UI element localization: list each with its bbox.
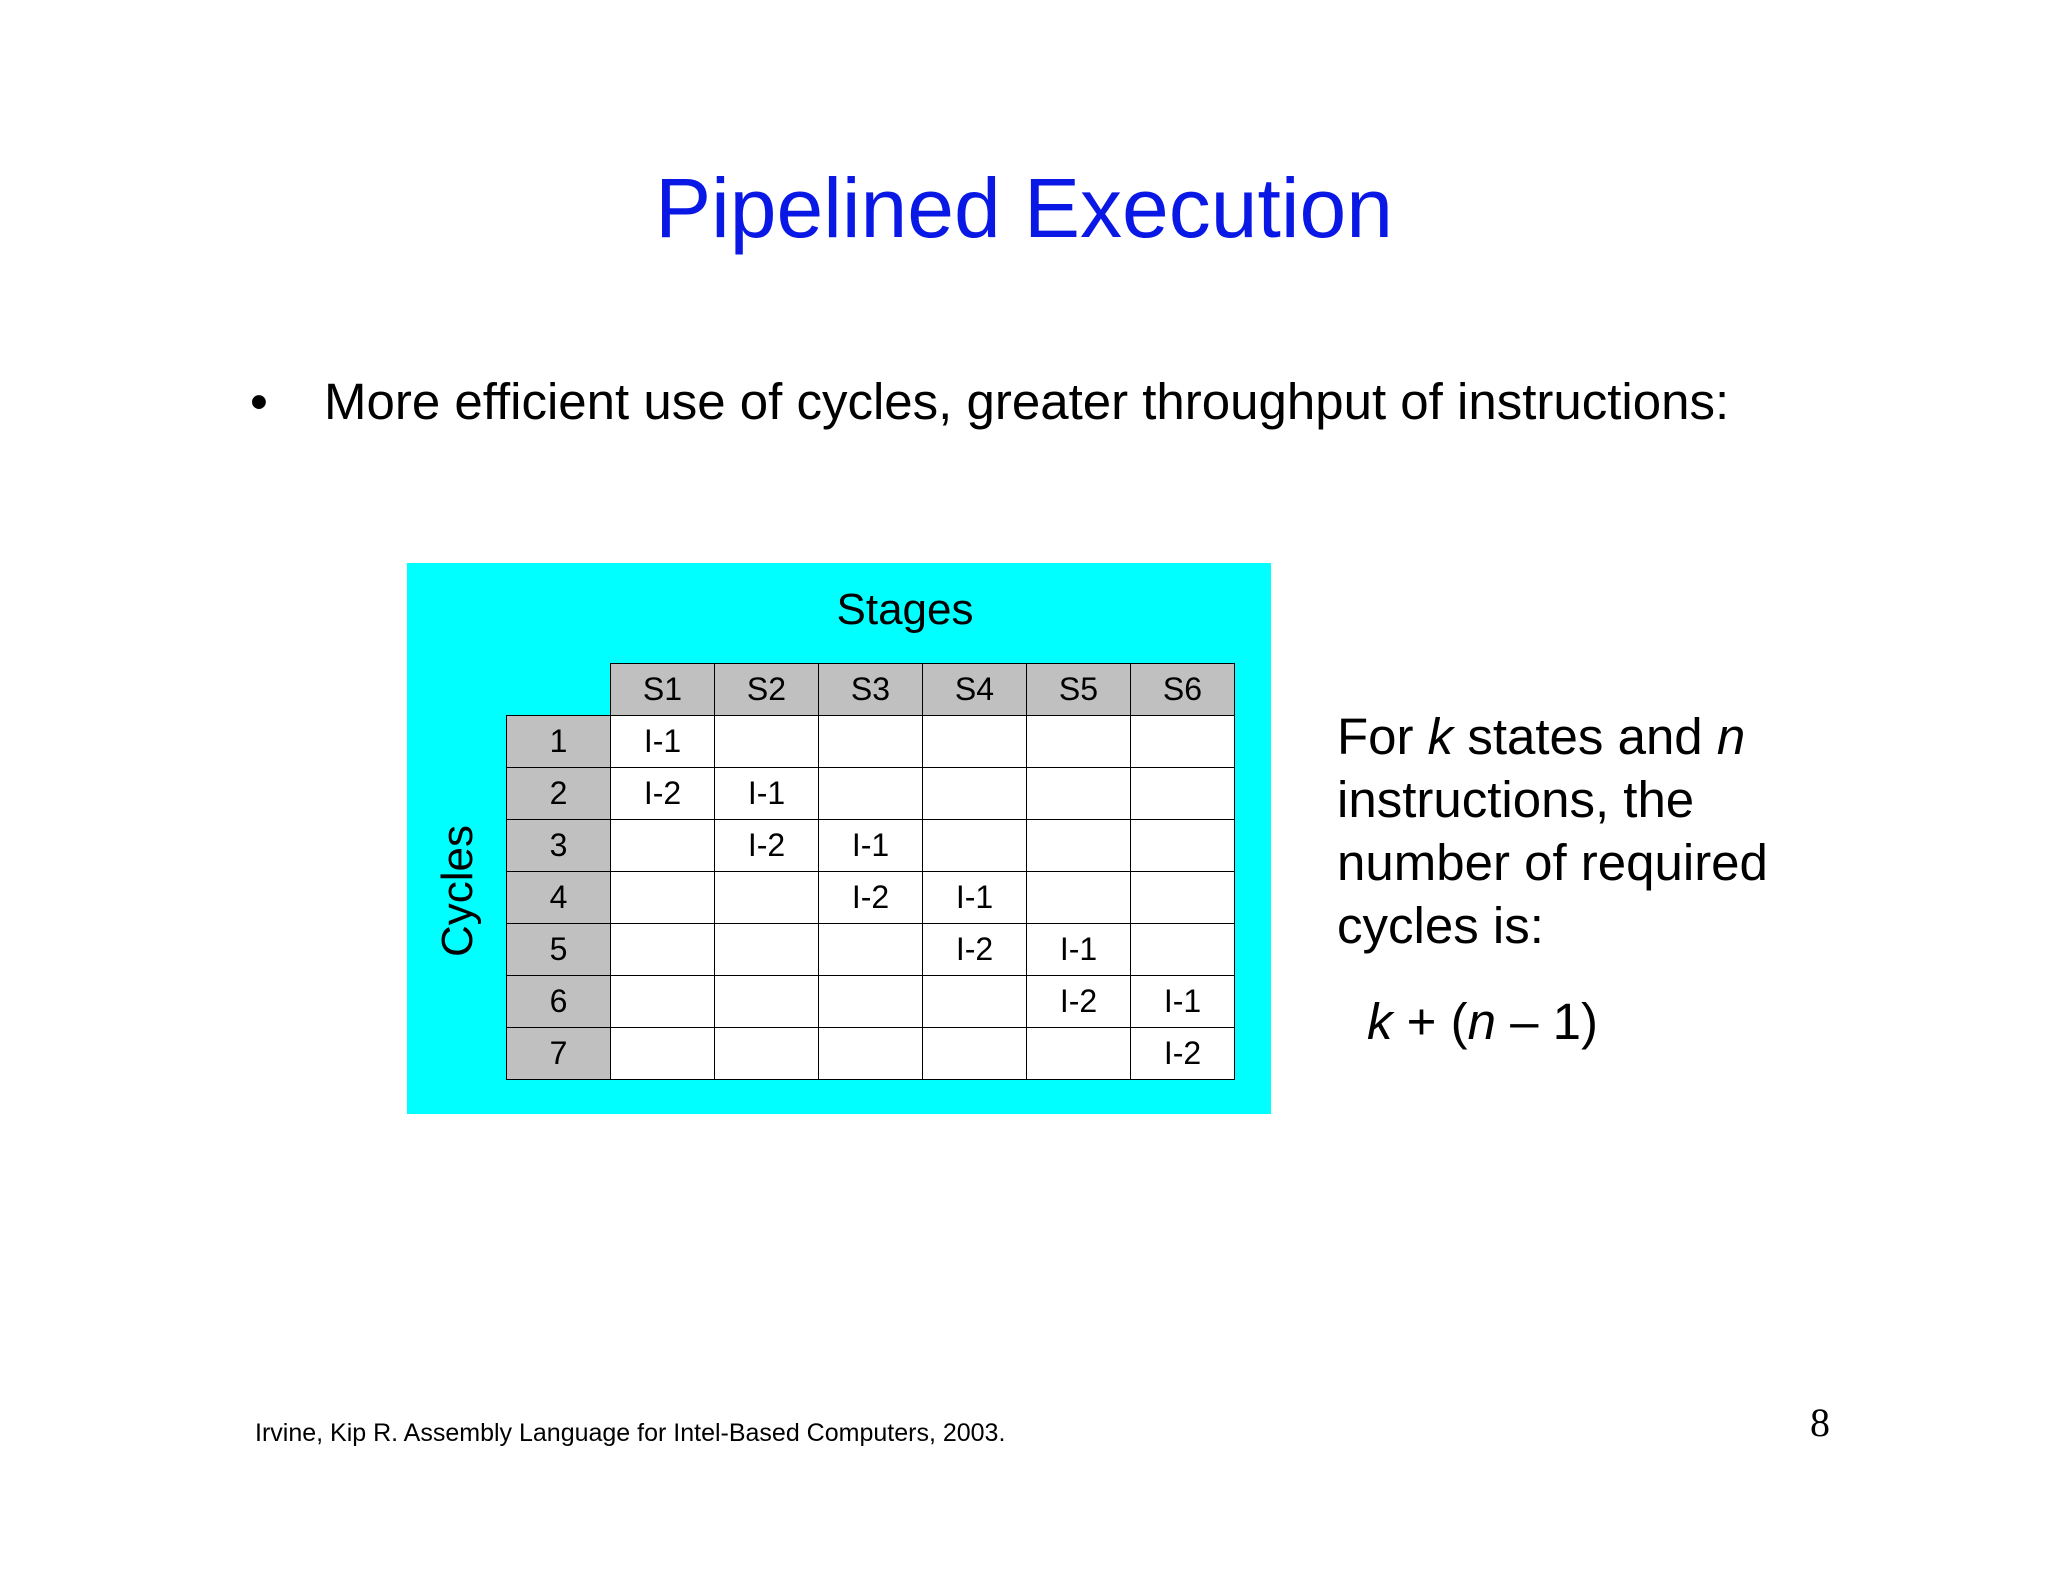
pipeline-cell: I-2 (923, 924, 1027, 976)
pipeline-cell (715, 924, 819, 976)
explanation-line-4: cycles is: (1337, 897, 1544, 954)
pipeline-cell: I-2 (1131, 1028, 1235, 1080)
pipeline-cell: I-1 (1027, 924, 1131, 976)
pipeline-cell (1027, 1028, 1131, 1080)
pipeline-cell (611, 820, 715, 872)
pipeline-cell (923, 976, 1027, 1028)
pipeline-cell (819, 716, 923, 768)
stage-header: S4 (923, 664, 1027, 716)
stage-header: S1 (611, 664, 715, 716)
pipeline-cell (715, 976, 819, 1028)
page-number: 8 (1810, 1400, 1830, 1445)
explanation-line-3: number of required (1337, 834, 1768, 891)
bullet-text: More efficient use of cycles, greater throughput of instructions: (324, 373, 1730, 430)
explanation-text-part: For (1337, 708, 1428, 765)
cycle-number: 5 (507, 924, 611, 976)
pipeline-cell (923, 820, 1027, 872)
pipeline-cell (715, 872, 819, 924)
cycle-number: 4 (507, 872, 611, 924)
cycle-number: 2 (507, 768, 611, 820)
formula-n: n (1467, 993, 1496, 1050)
explanation-line-1 (1337, 705, 1768, 768)
stages-label: Stages (836, 585, 974, 634)
pipeline-cell (1027, 872, 1131, 924)
table-row (507, 924, 1235, 976)
pipeline-cell (1131, 872, 1235, 924)
pipeline-cell (611, 924, 715, 976)
pipeline-cell: I-2 (819, 872, 923, 924)
pipeline-cell (819, 1028, 923, 1080)
pipeline-cell (611, 1028, 715, 1080)
explanation-line-2: instructions, the (1337, 771, 1695, 828)
stage-header: S5 (1027, 664, 1131, 716)
pipeline-cell (923, 716, 1027, 768)
cycle-number: 3 (507, 820, 611, 872)
variable-n: n (1716, 708, 1746, 765)
pipeline-cell (1131, 820, 1235, 872)
pipeline-cell (715, 716, 819, 768)
pipeline-cell (1027, 820, 1131, 872)
table-row (507, 1028, 1235, 1080)
slide-title: Pipelined Execution (655, 161, 1393, 255)
pipeline-cell (819, 976, 923, 1028)
table-row (507, 768, 1235, 820)
pipeline-cell: I-2 (611, 768, 715, 820)
pipeline-cell (611, 872, 715, 924)
pipeline-cell: I-1 (923, 872, 1027, 924)
table-corner (507, 664, 611, 716)
pipeline-cell: I-2 (1027, 976, 1131, 1028)
pipeline-table (506, 663, 1235, 1080)
pipeline-cell (819, 924, 923, 976)
pipeline-cell: I-1 (715, 768, 819, 820)
formula-part: + ( (1392, 993, 1468, 1050)
cycles-label: Cycles (433, 824, 482, 958)
variable-k: k (1427, 708, 1454, 765)
formula-k: k (1367, 993, 1393, 1050)
table-row (507, 976, 1235, 1028)
cycle-formula (1367, 990, 1598, 1054)
pipeline-cell (1027, 716, 1131, 768)
formula-part: – 1) (1495, 993, 1599, 1050)
pipeline-cell: I-1 (611, 716, 715, 768)
pipeline-cell (1131, 716, 1235, 768)
stage-header: S2 (715, 664, 819, 716)
table-row (507, 820, 1235, 872)
explanation-text-part: states and (1453, 708, 1717, 765)
pipeline-cell (923, 1028, 1027, 1080)
table-row (507, 716, 1235, 768)
pipeline-cell (1131, 924, 1235, 976)
pipeline-cell: I-1 (1131, 976, 1235, 1028)
stage-header-row (507, 664, 1235, 716)
pipeline-cell: I-1 (819, 820, 923, 872)
pipeline-cell: I-2 (715, 820, 819, 872)
pipeline-cell (715, 1028, 819, 1080)
stage-header: S6 (1131, 664, 1235, 716)
pipeline-cell (1131, 768, 1235, 820)
pipeline-cell (923, 768, 1027, 820)
stage-header: S3 (819, 664, 923, 716)
bullet-symbol: • (250, 373, 268, 430)
cycle-number: 6 (507, 976, 611, 1028)
cycle-number: 7 (507, 1028, 611, 1080)
table-row (507, 872, 1235, 924)
pipeline-cell (611, 976, 715, 1028)
explanation-text (1337, 705, 1768, 957)
pipeline-cell (819, 768, 923, 820)
cycle-number: 1 (507, 716, 611, 768)
pipeline-cell (1027, 768, 1131, 820)
citation: Irvine, Kip R. Assembly Language for Intel-Based Computers, 2003. (255, 1419, 1006, 1447)
